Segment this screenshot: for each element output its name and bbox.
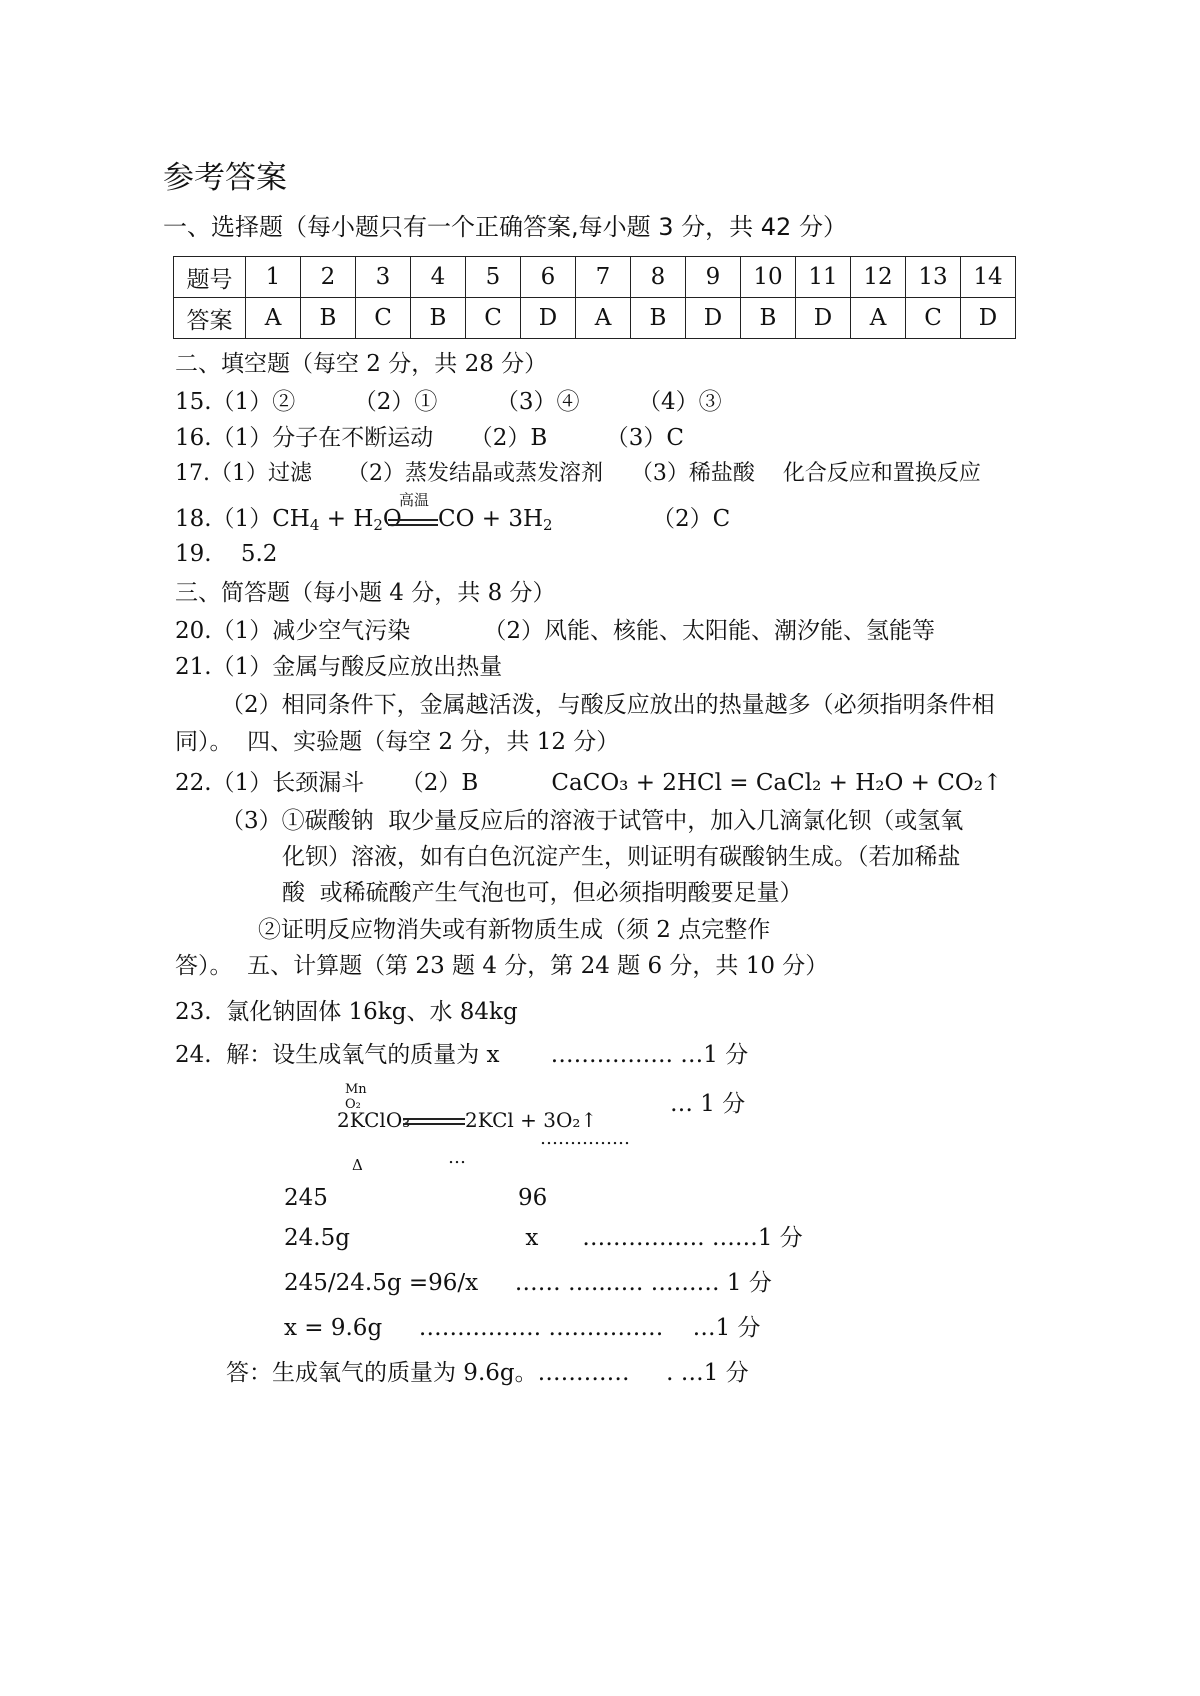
table-cell: C — [466, 298, 521, 339]
table-cell: 13 — [906, 257, 961, 298]
answer-line-22-4: 酸 或稀硫酸产生气泡也可，但必须指明酸要足量） — [282, 880, 803, 906]
equation-equals — [403, 1118, 465, 1125]
table-cell: B — [411, 298, 466, 339]
table-cell: 2 — [301, 257, 356, 298]
answer-line-22-2: （3）①碳酸钠 取少量反应后的溶液于试管中，加入几滴氯化钡（或氢氧 — [221, 808, 964, 834]
table-cell: B — [301, 298, 356, 339]
answer-line-21: 21.（1）金属与酸反应放出热量 — [175, 654, 503, 680]
table-row-answers — [174, 298, 1016, 339]
answer-line-22: 22.（1）长颈漏斗 （2）B CaCO₃ + 2HCl = CaCl₂ + H₂O + CO₂↑ — [175, 770, 1003, 796]
equation-dots: …………… — [540, 1128, 630, 1149]
section2-heading: 二、填空题（每空 2 分，共 28 分） — [175, 351, 548, 377]
calc-line-3: 245/24.5g =96/x …… …...…. ……… 1 分 — [284, 1270, 772, 1296]
table-cell: 10 — [741, 257, 796, 298]
calc-line-1: 245 96 — [284, 1185, 548, 1211]
answer-line-18-right: CO + $3H_2$ — [438, 506, 553, 534]
answer-line-22-6: 答）。 五、计算题（第 23 题 4 分，第 24 题 6 分，共 10 分） — [175, 953, 829, 979]
table-cell: 8 — [631, 257, 686, 298]
equation-dots-2: … — [448, 1147, 466, 1168]
answer-line-23: 23. 氯化钠固体 16kg、水 84kg — [175, 999, 518, 1025]
table-cell: C — [356, 298, 411, 339]
answer-line-24: 24. 解：设生成氧气的质量为 x ……………. …1 分 — [175, 1042, 749, 1068]
table-cell: A — [851, 298, 906, 339]
equation-left: 2KClO₃ — [337, 1108, 411, 1132]
page-title: 参考答案 — [163, 160, 287, 196]
answer-line-22-3: 化钡）溶液，如有白色沉淀产生，则证明有碳酸钠生成。（若加稀盐 — [282, 844, 961, 870]
equals-sign — [388, 519, 438, 526]
table-cell: 12 — [851, 257, 906, 298]
table-cell: 14 — [961, 257, 1016, 298]
answer-line-21-2: （2）相同条件下，金属越活泼，与酸反应放出的热量越多（必须指明条件相 — [221, 692, 995, 718]
table-cell: A — [576, 298, 631, 339]
answer-line-18-part2: （2）C — [652, 506, 731, 532]
section1-heading: 一、选择题（每小题只有一个正确答案,每小题 3 分，共 42 分） — [163, 213, 847, 241]
table-cell: 4 — [411, 257, 466, 298]
table-cell: 3 — [356, 257, 411, 298]
table-cell: A — [246, 298, 301, 339]
answer-line-22-5: ②证明反应物消失或有新物质生成（须 2 点完整作 — [258, 917, 771, 943]
answer-line-18: $18.(1)CH_4 + H_2O$ — [175, 506, 402, 534]
table-cell: D — [796, 298, 851, 339]
table-cell: 6 — [521, 257, 576, 298]
reaction-condition: 高温 — [399, 491, 430, 509]
table-cell: D — [686, 298, 741, 339]
answer-line-19: 19. 5.2 — [175, 541, 278, 567]
table-row-numbers — [174, 257, 1016, 298]
section3-heading: 三、简答题（每小题 4 分，共 8 分） — [175, 580, 556, 606]
answer-line-20: 20.（1）减少空气污染 （2）风能、核能、太阳能、潮汐能、氢能等 — [175, 618, 935, 644]
table-header-number: 题号 — [174, 257, 246, 298]
heat-symbol: Δ — [352, 1156, 363, 1174]
catalyst-label-2: O₂ — [345, 1097, 361, 1112]
answer-line-21-3: 同）。 四、实验题（每空 2 分，共 12 分） — [175, 729, 620, 755]
table-cell: 9 — [686, 257, 741, 298]
answer-line-17: 17.（1）过滤 （2）蒸发结晶或蒸发溶剂 （3）稀盐酸 化合反应和置换反应 — [175, 461, 981, 486]
table-cell: 11 — [796, 257, 851, 298]
equation-right: 2KCl + 3O₂↑ — [465, 1108, 598, 1132]
table-cell: B — [631, 298, 686, 339]
answer-line-15: 15.（1）② （2）① （3）④ （4）③ — [175, 389, 722, 415]
table-cell: D — [961, 298, 1016, 339]
answer-table — [173, 256, 1016, 339]
table-cell: 1 — [246, 257, 301, 298]
table-cell: 5 — [466, 257, 521, 298]
table-cell: C — [906, 298, 961, 339]
table-cell: D — [521, 298, 576, 339]
table-cell: B — [741, 298, 796, 339]
answer-line-16: 16.（1）分子在不断运动 （2）B （3）C — [175, 425, 685, 451]
equation-score: … 1 分 — [670, 1091, 746, 1117]
calc-line-2: 24.5g x ……………. ……1 分 — [284, 1225, 803, 1251]
table-header-answer: 答案 — [174, 298, 246, 339]
catalyst-label: Mn — [345, 1082, 367, 1097]
final-answer: 答：生成氧气的质量为 9.6g。………… . …1 分 — [226, 1360, 749, 1386]
table-cell: 7 — [576, 257, 631, 298]
calc-line-4: x = 9.6g ……………. …………… …1 分 — [284, 1315, 761, 1341]
